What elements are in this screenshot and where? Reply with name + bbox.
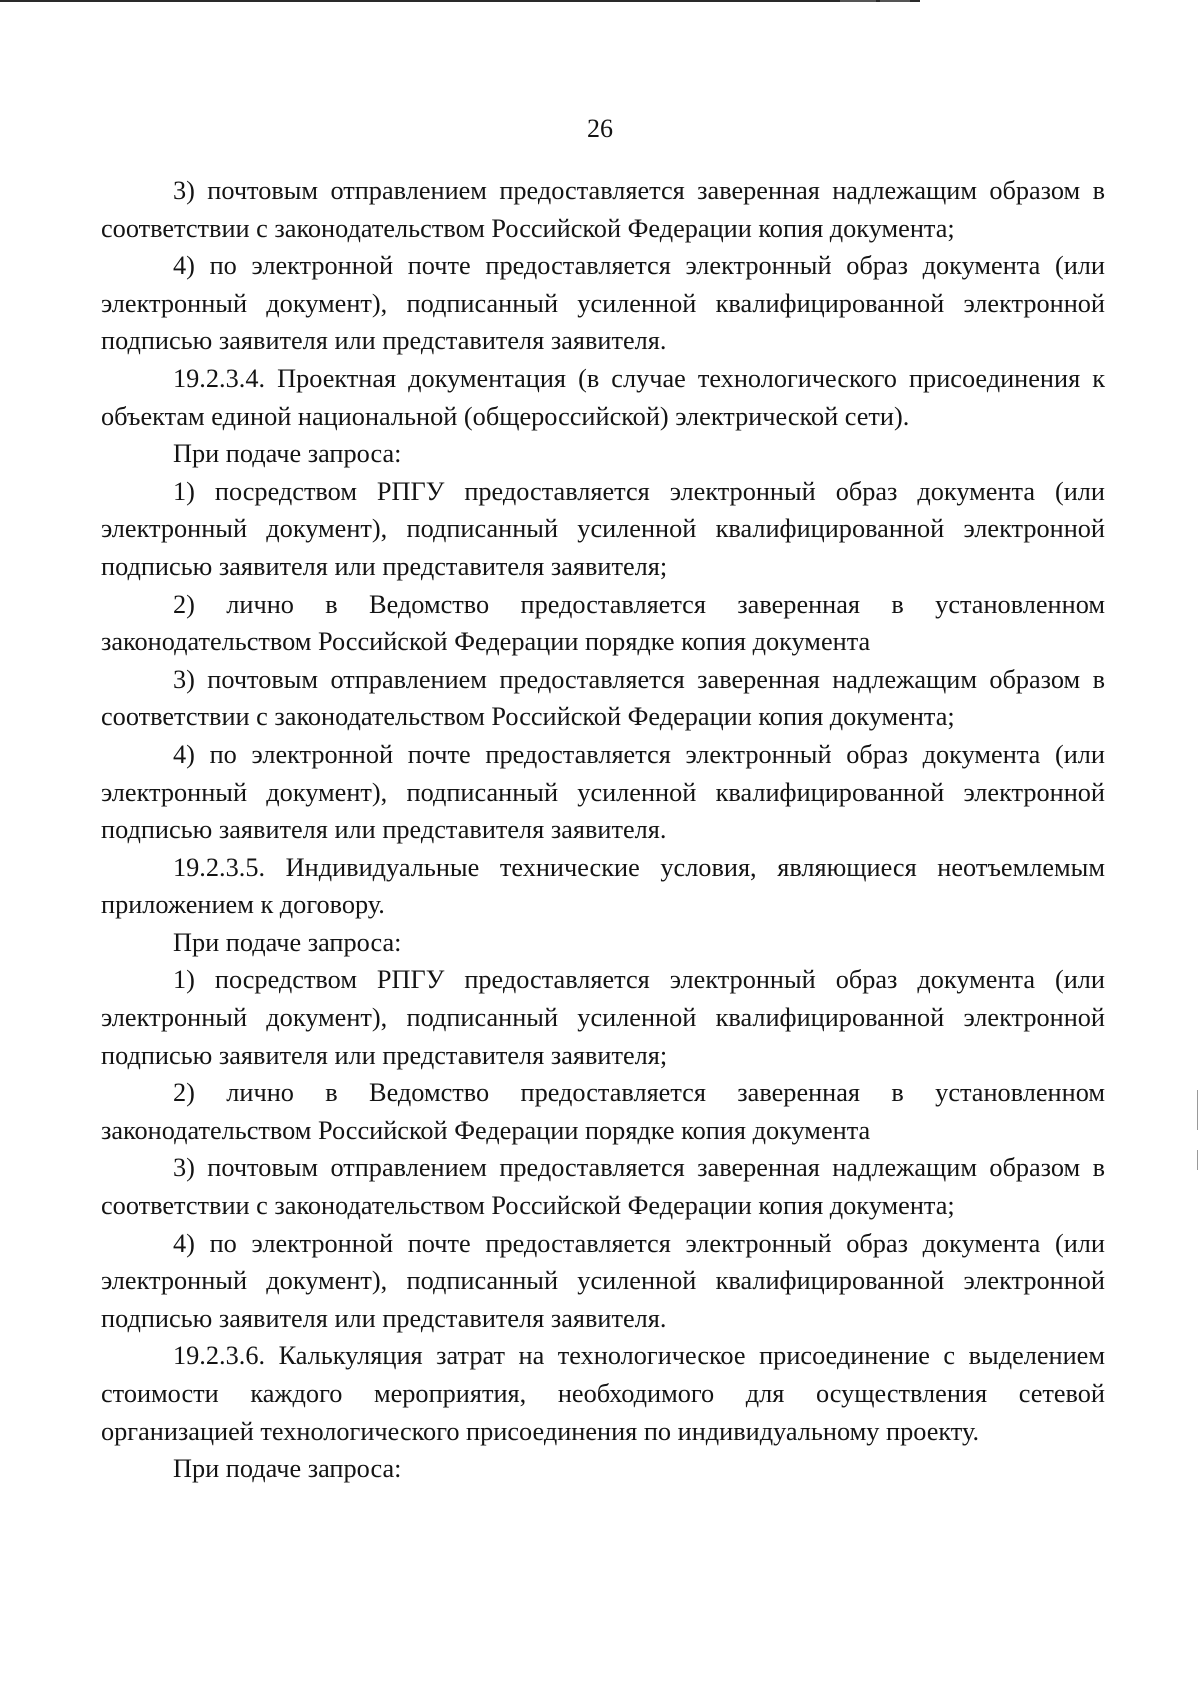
scan-edge-mark: [1197, 1090, 1198, 1130]
section-heading: 19.2.3.6. Калькуляция затрат на технологическое присоединение с выделением стоимости каждого мероприятия, необходимого для осуществления сетевой организацией технологического присоединения по индивидуальному проекту.: [101, 1341, 1105, 1446]
document-body: [101, 172, 1105, 1488]
paragraph: 2) лично в Ведомство предоставляется заверенная в установленном законодательством Российской Федерации порядке копия документа: [101, 589, 1105, 657]
paragraph: 2) лично в Ведомство предоставляется заверенная в установленном законодательством Российской Федерации порядке копия документа: [101, 1078, 1105, 1145]
paragraph: При подаче запроса:: [173, 439, 402, 469]
page-number: 26: [587, 114, 613, 143]
scan-edge-dash: [880, 0, 910, 2]
paragraph: 4) по электронной почте предоставляется электронный образ документа (или электронный документ), подписанный усиленной квалифицированной электронной подписью заявителя или представителя заявителя.: [101, 251, 1105, 356]
paragraph: 1) посредством РПГУ предоставляется электронный образ документа (или электронный документ), подписанный усиленной квалифицированной электронной подписью заявителя или представителя заявителя;: [101, 965, 1105, 1070]
scan-edge-line: [0, 0, 920, 2]
section-heading: 19.2.3.5. Индивидуальные технические условия, являющиеся неотъемлемым приложением к договору.: [101, 852, 1105, 920]
paragraph: 4) по электронной почте предоставляется электронный образ документа (или электронный документ), подписанный усиленной квалифицированной электронной подписью заявителя или представителя заявителя.: [101, 1228, 1105, 1333]
scan-edge-dash: [840, 0, 876, 2]
paragraph: 4) по электронной почте предоставляется электронный образ документа (или электронный документ), подписанный усиленной квалифицированной электронной подписью заявителя или представителя заявителя.: [101, 739, 1105, 845]
paragraph: 1) посредством РПГУ предоставляется электронный образ документа (или электронный документ), подписанный усиленной квалифицированной электронной подписью заявителя или представителя заявителя;: [101, 476, 1105, 581]
scan-edge-mark: [1197, 1150, 1198, 1170]
paragraph: При подаче запроса:: [173, 1454, 402, 1484]
paragraph: При подаче запроса:: [173, 927, 402, 957]
section-heading: 19.2.3.4. Проектная документация (в случае технологического присоединения к объектам единой национальной (общероссийской) электрической сети).: [101, 363, 1105, 431]
paragraph: 3) почтовым отправлением предоставляется заверенная надлежащим образом в соответствии с законодательством Российской Федерации копия документа;: [101, 664, 1105, 732]
paragraph: 3) почтовым отправлением предоставляется заверенная надлежащим образом в соответствии с законодательством Российской Федерации копия документа;: [101, 176, 1105, 243]
paragraph: 3) почтовым отправлением предоставляется заверенная надлежащим образом в соответствии с законодательством Российской Федерации копия документа;: [101, 1153, 1105, 1221]
